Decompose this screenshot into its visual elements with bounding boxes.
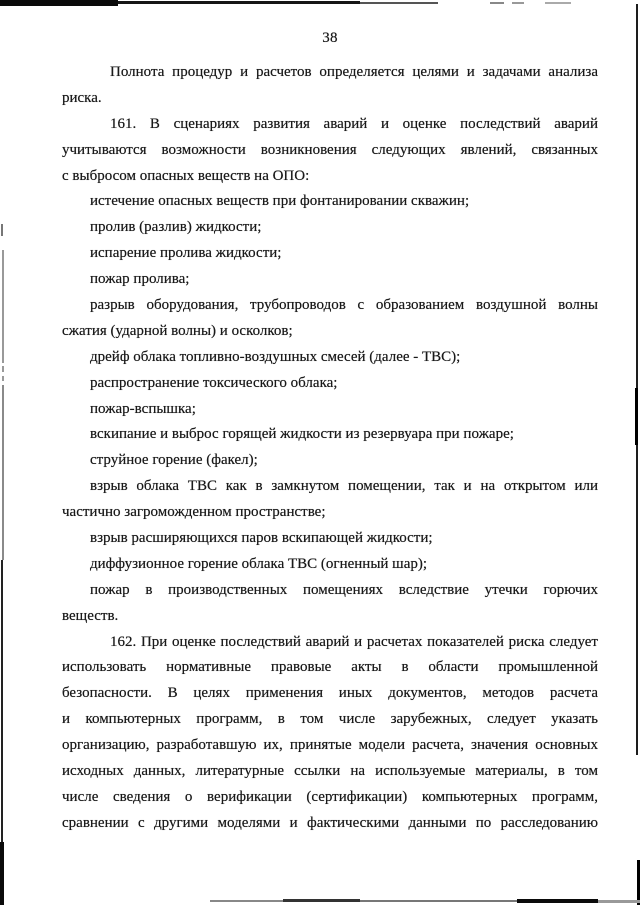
scan-artifact-left-edge [2,250,4,363]
paragraph [62,189,598,215]
text-line: сжатия (ударной волны) и осколков; [62,322,293,339]
paragraph [62,267,598,293]
paragraph [62,578,598,630]
page-number: 38 [322,30,338,46]
text-line: 161. В сценариях развития аварий и оценке последствий аварий [110,115,598,132]
paragraph [62,397,598,423]
text-line: взрыв расширяющихся паров вскипающей жидкости; [90,530,433,547]
text-line: истечение опасных веществ при фонтанировании скважин; [90,193,470,210]
paragraph [62,293,598,345]
scan-artifact-bottom-edge [283,899,360,902]
text-line: Полнота процедур и расчетов определяется целями и задачами анализа [110,64,598,80]
paragraph [62,241,598,267]
scan-artifact-bottom-edge [210,900,283,902]
text-line: использовать нормативные правовые акты в области промышленной [62,659,598,676]
scan-artifact-top-dash [490,2,504,4]
paragraph [62,112,598,190]
scan-artifact-top-dash [512,2,524,4]
text-line: струйное горение (факел); [90,452,258,469]
paragraph [62,60,598,112]
paragraph [62,526,598,552]
text-line: с выбросом опасных веществ на ОПО: [62,167,310,184]
paragraph [62,552,598,578]
text-line: диффузионное горение облака ТВС (огненный шар); [90,555,428,572]
scan-artifact-right-edge [636,4,638,755]
paragraph [62,422,598,448]
paragraph [62,448,598,474]
scan-artifact-bottom-edge [517,899,598,903]
text-line: вскипание и выброс горящей жидкости из резервуара при пожаре; [90,426,514,443]
text-line: исходных данных, литературные ссылки на используемые материалы, в том [62,763,598,780]
scan-artifact-right-edge [635,388,638,445]
text-line: 162. При оценке последствий аварий и расчетах показателей риска следует [110,633,598,650]
text-line: взрыв облака ТВС как в замкнутом помещении, так и на открытом или [90,478,598,495]
text-line: организацию, разработавшую их, принятые модели расчета, значения основных [62,737,598,754]
text-line: разрыв оборудования, трубопроводов с образованием воздушной волны [90,297,598,314]
text-line: пролив (разлив) жидкости; [90,219,262,236]
scan-artifact-left-edge [0,842,4,905]
scan-artifact-left-edge [1,560,3,845]
scan-artifact-top-bar [0,0,118,6]
text-line: и компьютерных программ, в том числе зарубежных, следует указать [62,711,598,728]
scan-artifact-left-edge [2,385,4,560]
text-line: распространение токсического облака; [90,374,338,391]
text-line: пожар в производственных помещениях вследствие утечки горючих [90,581,598,598]
scan-artifact-top-bar [360,2,438,4]
text-line: пожар пролива; [90,271,190,288]
text-line: числе сведения о верификации (сертификации) компьютерных программ, [62,788,598,805]
paragraph [62,345,598,371]
paragraph [62,215,598,241]
text-line: риска. [62,89,102,106]
paragraph [62,371,598,397]
text-line: испарение пролива жидкости; [90,245,282,262]
scan-artifact-bottom-edge [598,900,640,903]
scan-artifact-bottom-edge [360,900,517,902]
text-line: частично загроможденном пространстве; [62,504,326,521]
scan-artifact-top-dash [545,2,571,4]
scan-artifact-left-edge [2,376,4,381]
scan-artifact-left-edge [2,366,4,372]
text-line: дрейф облака топливно-воздушных смесей (далее - ТВС); [90,348,461,365]
paragraph [62,474,598,526]
document-body [62,60,598,837]
text-line: безопасности. В целях применения иных документов, методов расчета [62,685,598,702]
paragraph [62,630,598,837]
text-line: учитываются возможности возникновения следующих явлений, связанных [62,141,598,158]
text-line: веществ. [62,607,119,624]
text-line: сравнении с другими моделями и фактическими данными по расследованию [62,814,598,831]
scan-artifact-left-edge [1,224,3,236]
scan-artifact-top-bar [118,1,360,4]
text-line: пожар-вспышка; [90,400,196,417]
